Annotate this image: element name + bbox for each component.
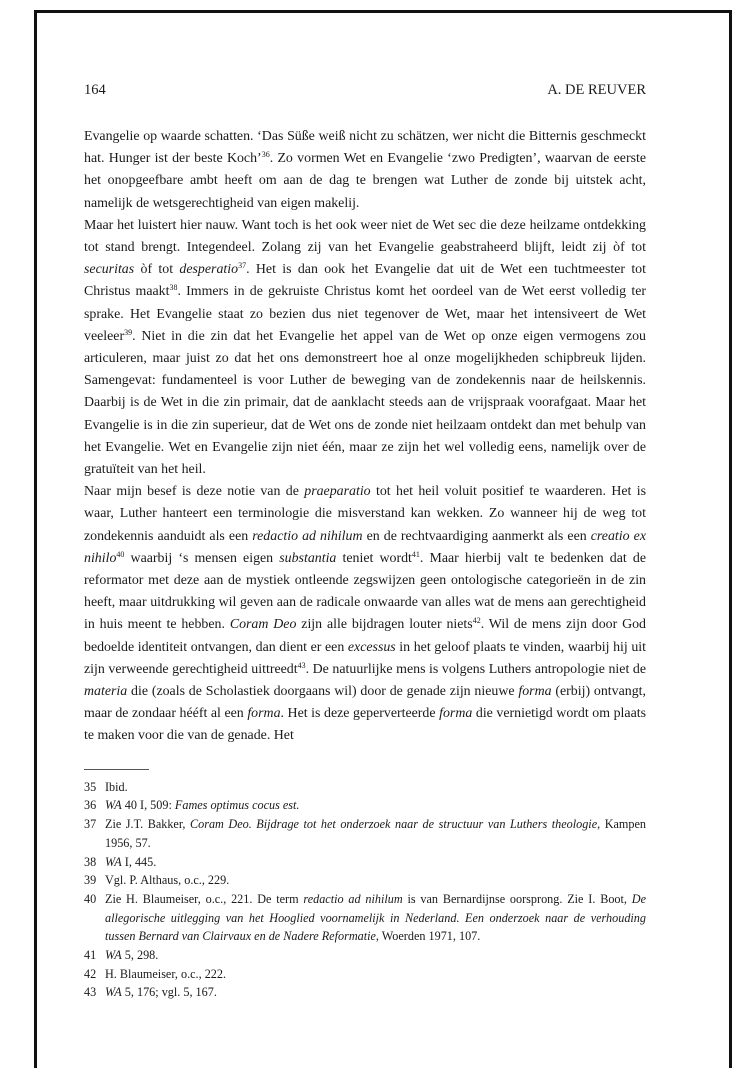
text-run: , Woerden 1971, 107.	[375, 929, 481, 944]
footnote	[84, 871, 646, 890]
footnote-text	[105, 778, 646, 797]
text-run: I, 445.	[121, 854, 157, 869]
footnote-number: 43	[84, 985, 97, 1000]
text-run: H. Blaumeiser, o.c., 222.	[105, 966, 227, 981]
italic-term: WA	[105, 985, 122, 1000]
text-run: die (zoals de Scholastiek doorgaans wil) door de genade zijn nieuwe	[127, 684, 519, 700]
footnote-divider	[84, 769, 149, 770]
main-text	[84, 126, 646, 748]
text-run: Zie H. Blaumeiser, o.c., 221. De term	[105, 891, 304, 906]
italic-term: WA	[105, 854, 122, 869]
footnote-text	[105, 946, 646, 965]
text-run: die vernietigd wordt om plaats te maken voor die van de genade. Het	[84, 706, 647, 744]
text-run: . Het is deze geperverteerde	[280, 706, 440, 722]
footnote-text	[105, 983, 646, 1002]
footnote-ref: 40	[116, 549, 125, 559]
text-run: 5, 298.	[121, 948, 159, 963]
footnote-number: 36	[84, 798, 97, 813]
italic-term: Fames optimus cocus est.	[174, 798, 300, 813]
page-border-left	[34, 10, 37, 1068]
footnote-number: 42	[84, 966, 97, 981]
text-run: en de rechtvaardiging aanmerkt als een	[362, 528, 591, 544]
footnotes	[84, 778, 646, 1002]
italic-term: forma	[247, 706, 281, 722]
text-run: teniet wordt	[336, 550, 412, 566]
text-run: . Het is dan ook het Evangelie dat uit de Wet een tuchtmeester tot Christus maakt	[84, 262, 646, 300]
footnote-ref: 38	[169, 283, 178, 293]
text-run: (erbij) ontvangt, maar de zondaar hééft al een	[84, 684, 646, 722]
footnote-text	[105, 965, 646, 984]
text-run: Naar mijn besef is deze notie van de	[84, 484, 305, 500]
text-run: in het geloof plaats te vinden, waarbij hij uit zijn verweende gerechtigheid uittreedt	[84, 639, 646, 677]
book-page	[84, 80, 646, 1002]
italic-term: excessus	[347, 639, 396, 655]
footnote	[84, 965, 646, 984]
footnote-ref: 37	[238, 261, 247, 271]
footnote-ref: 39	[124, 327, 133, 337]
text-run: . Immers in de gekruiste Christus komt het oordeel van de Wet eerst volledig ter sprake. Het Evangelie staat zo bezien dus niet tegenover de Wet, maar het intensiveert de Wet veeleer	[84, 284, 646, 344]
body-paragraph	[84, 126, 646, 215]
footnote-ref: 41	[411, 549, 420, 559]
footnote-number: 37	[84, 817, 97, 832]
footnote-number: 38	[84, 854, 97, 869]
italic-term: forma	[439, 706, 473, 722]
footnote-ref: 36	[261, 150, 270, 160]
footnote	[84, 796, 646, 815]
text-run: 5, 176; vgl. 5, 167.	[121, 985, 217, 1000]
body-paragraph	[84, 481, 646, 747]
footnote-text	[105, 871, 646, 890]
text-run: Maar het luistert hier nauw. Want toch is het ook weer niet de Wet sec die deze heilzame ontdekking tot stand brengt. Integendeel. Zolang zij van het Evangelie geabstraheerd blijft, leidt zij òf tot	[84, 217, 646, 256]
text-run: Evangelie op waarde schatten. ‘Das Süße weiß nicht zu schätzen, wer nicht die Bitternis geschmeckt hat. Hunger ist der beste Koch’	[84, 129, 646, 167]
footnote-number: 39	[84, 873, 97, 888]
text-run: . Niet in die zin dat het Evangelie het appel van de Wet op onze eigen vermogens zou articuleren, maar juist zo dat het ons demonstreert hoe al onze mogelijkheden schipbreuk lijden. Samengevat: fundamenteel is voor Luther de beweging van de zondekennis naar de heilskennis. Daarbij is de Wet in die zin primair, dat de aanklacht steeds aan de vrijspraak voorafgaat. Maar het Evangelie is in die zin superieur, dat de Wet ons de zonde niet heilzaam ontdekt dan met behulp van het Evangelie. Wet en Evangelie zijn niet één, maar ze zijn het wel volledig eens, namelijk over de gratuïteit van het heil.	[84, 328, 646, 478]
footnote-text	[105, 796, 646, 815]
text-run: zijn alle bijdragen louter niets	[296, 617, 473, 633]
italic-term: redactio ad nihilum	[252, 528, 363, 544]
footnote-number: 35	[84, 779, 97, 794]
italic-term: WA	[105, 798, 122, 813]
footnote	[84, 983, 646, 1002]
italic-term: creatio ex nihilo	[84, 528, 646, 566]
footnote-text	[105, 853, 646, 872]
text-run: . Zo vormen Wet en Evangelie ‘zwo Predigten’, waarvan de eerste het onopgeefbare ambt heeft om aan de dag te brengen wat Luther de zonde bij uitstek acht, namelijk de wetsgerechtigheid van eigen makelij.	[84, 151, 646, 211]
italic-term: redactio ad nihilum	[303, 891, 403, 906]
italic-term: securitas	[84, 262, 135, 278]
text-run: is van Bernardijnse oorsprong. Zie I. Boot,	[402, 891, 632, 906]
footnote-ref: 43	[297, 660, 306, 670]
italic-term: Coram Deo. Bijdrage tot het onderzoek naar de structuur van Luthers theologie	[190, 817, 598, 832]
footnote	[84, 815, 646, 852]
text-run: , Kampen 1956, 57.	[105, 817, 646, 850]
footnote-number: 41	[84, 948, 97, 963]
running-head: A. DE REUVER	[547, 82, 646, 98]
footnote-text	[105, 890, 646, 946]
page-header	[84, 80, 646, 100]
italic-term: materia	[84, 684, 128, 700]
text-run: tot het heil voluit positief te waarderen. Het is waar, Luther hanteert een terminologie die misverstand kan wekken. Zo wanneer hij de weg tot zondekennis aanduidt als een	[84, 484, 646, 544]
text-run: waarbij ‘s mensen eigen	[124, 550, 280, 566]
footnote-ref: 42	[472, 616, 481, 626]
text-run: Zie J.T. Bakker,	[105, 817, 190, 832]
page-number: 164	[84, 82, 106, 98]
footnote	[84, 890, 646, 946]
italic-term: praeparatio	[304, 484, 371, 500]
text-run: . Maar hierbij valt te bedenken dat de reformator met deze aan de mystiek ontleende zegswijzen geen ontologische categorieën in de zin heeft, maar uitdrukking wil geven aan de radicale onwaarde van alles wat de mens aan gerechtigheid in huis meent te hebben.	[84, 550, 646, 633]
page-border-top	[34, 10, 732, 13]
page-border-right	[729, 10, 732, 1068]
text-run: . De natuurlijke mens is volgens Luthers antropologie niet de	[305, 661, 646, 677]
footnote	[84, 778, 646, 797]
body-paragraph	[84, 215, 646, 481]
italic-term: De allegorische uitlegging van het Hooglied voornamelijk in Nederland. Een onderzoek naar de verhouding tussen Bernard van Clairvaux en de Nadere Reformatie	[105, 891, 647, 944]
footnote-text	[105, 815, 646, 852]
footnote-number: 40	[84, 891, 97, 906]
footnote	[84, 853, 646, 872]
italic-term: desperatio	[179, 262, 239, 278]
italic-term: WA	[105, 948, 122, 963]
italic-term: forma	[518, 684, 552, 700]
text-run: Vgl. P. Althaus, o.c., 229.	[105, 873, 230, 888]
italic-term: substantia	[279, 550, 337, 566]
italic-term: Coram Deo	[229, 617, 297, 633]
text-run: . Wil de mens zijn door God bedoelde identiteit ontvangen, dan dient er een	[84, 617, 646, 655]
text-run: òf tot	[134, 262, 180, 278]
text-run: 40 I, 509:	[121, 798, 175, 813]
text-run: Ibid.	[105, 779, 128, 794]
footnote	[84, 946, 646, 965]
